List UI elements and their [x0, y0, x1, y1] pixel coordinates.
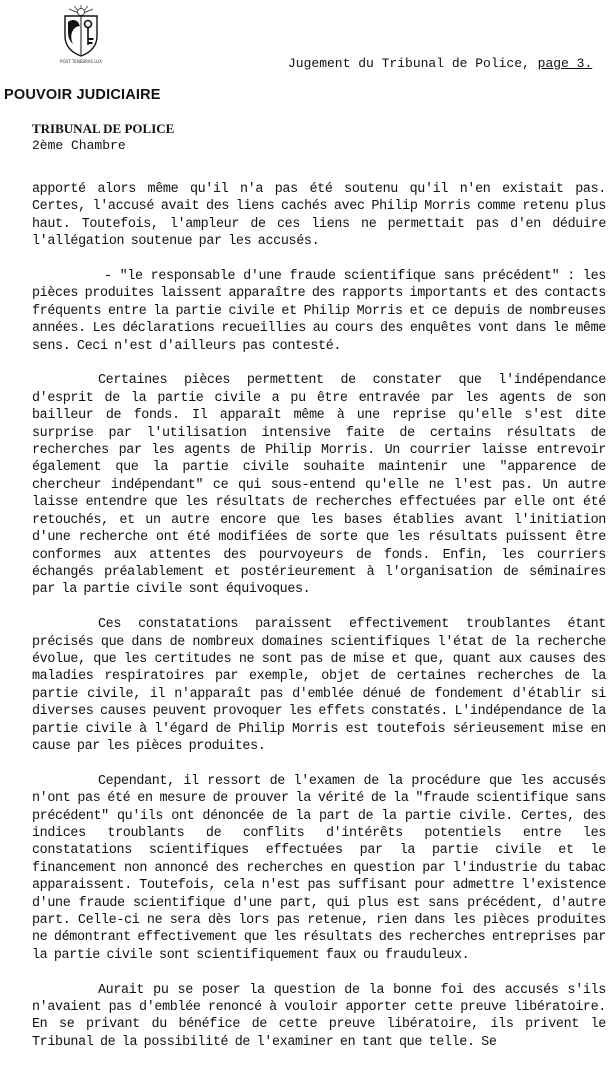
paragraph: Ces constatations paraissent effectivement troublantes étant précisés que dans de nombreux domaines scientifiques l'état de la recherche évolue, que les certitudes ne sont pas de mise et que, quant aux causes des maladies respiratoires par exemple, objet de certaines recherches de la partie civile, il n'apparaît pas d'emblée dénué de fondement d'établir si diverses causes peuvent provoquer les effets constatés. L'indépendance de la partie civile à l'égard de Philip Morris est toutefois sérieusement mise en cause par les pièces produites.	[32, 617, 606, 754]
chamber-name: 2ème Chambre	[32, 138, 126, 153]
running-header	[288, 56, 592, 71]
tribunal-name: TRIBUNAL DE POLICE	[32, 121, 175, 136]
judgment-body	[32, 181, 606, 1069]
paragraph: Cependant, il ressort de l'examen de la procédure que les accusés n'ont pas été en mesure de prouver la vérité de la "fraude scientifique sans précédent" qu'ils ont dénoncée de la part de la partie civile. Certes, des indices troublants de conflits d'intérêts potentiels entre les constatations scientifiques effectuées par la partie civile et le financement non annoncé des recherches en question par l'industrie du tabac apparaissent. Toutefois, cela n'est pas suffisant pour admettre l'existence d'une fraude scientifique d'une part, qui plus est sans précédent, d'autre part. Celle-ci ne sera dès lors pas retenue, rien dans les pièces produites ne démontrant effectivement que les résultats des recherches entreprises par la partie civile sont scientifiquement faux ou frauduleux.	[32, 773, 606, 963]
paragraph: Certaines pièces permettent de constater que l'indépendance d'esprit de la partie civile a pu être entravée par les agents de son bailleur de fonds. Il apparaît même à une reprise qu'elle s'est dite surprise par l'utilisation intensive faite de certains résultats de recherches par les agents de Philip Morris. Un courrier laisse entrevoir également que la partie civile souhaite maintenir une "apparence de chercheur indépendant" ce qui sous-entend qu'elle ne l'est pas. Un autre laisse entendre que les résultats de recherches effectuées par elle ont été retouchés, et un autre encore que les bases établies avant l'initiation d'une recherche ont été modifiées de sorte que les résultats puissent être conformes aux attentes des pourvoyeurs de fonds. Enfin, les courriers échangés préalablement et postérieurement à l'organisation de séminaires par la partie civile sont équivoques.	[32, 373, 606, 598]
seal-motto: POST TENEBRAS LUX	[60, 59, 102, 64]
coat-of-arms-icon	[60, 4, 102, 58]
running-title: Jugement du Tribunal de Police,	[288, 56, 538, 71]
paragraph: Aurait pu se poser la question de la bonne foi des accusés s'ils n'avaient pas d'emblée renoncé à vouloir apporter cette preuve libératoire. En se privant du bénéfice de cette preuve libératoire, ils privent le Tribunal de la possibilité de l'examiner en tant que telle. Se	[32, 982, 606, 1050]
paragraph: - "le responsable d'une fraude scientifique sans précédent" : les pièces produites laissent apparaître des rapports importants et des contacts fréquents entre la partie civile et Philip Morris et ce depuis de nombreuses années. Les déclarations recueillies au cours des enquêtes vont dans le même sens. Ceci n'est d'ailleurs pas contesté.	[32, 269, 606, 354]
page-reference: page 3.	[537, 56, 593, 71]
paragraph: apporté alors même qu'il n'a pas été soutenu qu'il n'en existait pas. Certes, l'accusé avait des liens cachés avec Philip Morris comme retenu plus haut. Toutefois, l'ampleur de ces liens ne permettait pas d'en déduire l'allégation soutenue par les accusés.	[32, 182, 606, 250]
coat-of-arms-seal	[60, 4, 102, 64]
institution-heading: POUVOIR JUDICIAIRE	[4, 87, 161, 103]
